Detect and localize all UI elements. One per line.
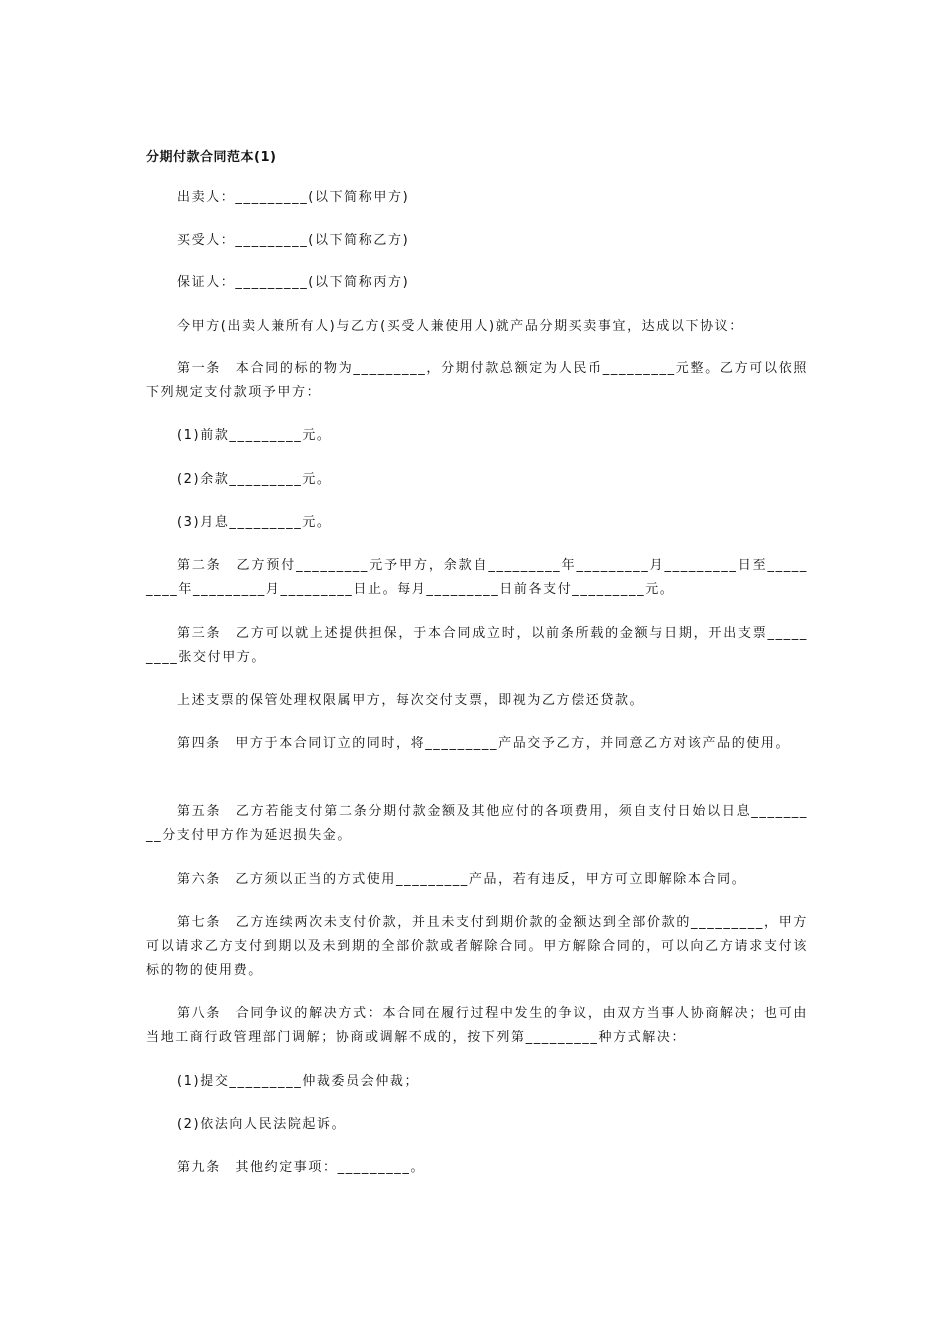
buyer-line: 买受人：_________(以下简称乙方) — [177, 233, 410, 248]
article-1-paragraph: 第一条 本合同的标的物为_________，分期付款总额定为人民币_________元整。乙方可以依照下列规定支付款项予甲方： — [146, 361, 808, 400]
guarantor-line: 保证人：_________(以下简称丙方) — [177, 275, 410, 290]
article-6-paragraph: 第六条 乙方须以正当的方式使用_________产品，若有违反，甲方可立即解除本合同。 — [177, 872, 747, 887]
article-7-paragraph: 第七条 乙方连续两次未支付价款，并且未支付到期价款的金额达到全部价款的_________，甲方可以请求乙方支付到期以及未到期的全部价款或者解除合同。甲方解除合同的，可以向乙方请求支付该标的物的使用费。 — [146, 915, 808, 978]
seller-line: 出卖人：_________(以下简称甲方) — [177, 190, 410, 205]
article-9-paragraph: 第九条 其他约定事项：_________。 — [177, 1160, 426, 1175]
article-4-paragraph: 第四条 甲方于本合同订立的同时，将_________产品交予乙方，并同意乙方对该产品的使用。 — [177, 736, 791, 751]
preamble-paragraph: 今甲方(出卖人兼所有人)与乙方(买受人兼使用人)就产品分期买卖事宜，达成以下协议： — [177, 319, 744, 334]
article-3-paragraph: 第三条 乙方可以就上述提供担保，于本合同成立时，以前条所载的金额与日期，开出支票_________张交付甲方。 — [146, 626, 808, 665]
document-title: 分期付款合同范本(1) — [146, 150, 277, 165]
dispute-option-2: (2)依法向人民法院起诉。 — [177, 1117, 347, 1132]
article-2-paragraph: 第二条 乙方预付_________元予甲方，余款自_________年_________月_________日至_________年_________月_________日止。每月_________日前各支付_________元。 — [146, 558, 808, 597]
dispute-option-1: (1)提交_________仲裁委员会仲裁； — [177, 1074, 420, 1089]
cheque-custody-paragraph: 上述支票的保管处理权限属甲方，每次交付支票，即视为乙方偿还贷款。 — [177, 693, 645, 708]
article-5-paragraph: 第五条 乙方若能支付第二条分期付款金额及其他应付的各项费用，须自支付日始以日息_________分支付甲方作为延迟损失金。 — [146, 804, 808, 843]
article-8-paragraph: 第八条 合同争议的解决方式：本合同在履行过程中发生的争议，由双方当事人协商解决；也可由当地工商行政管理部门调解；协商或调解不成的，按下列第_________种方式解决： — [146, 1006, 808, 1045]
item-3-monthly-interest: (3)月息_________元。 — [177, 515, 332, 530]
item-2-balance: (2)余款_________元。 — [177, 472, 332, 487]
item-1-down-payment: (1)前款_________元。 — [177, 428, 332, 443]
